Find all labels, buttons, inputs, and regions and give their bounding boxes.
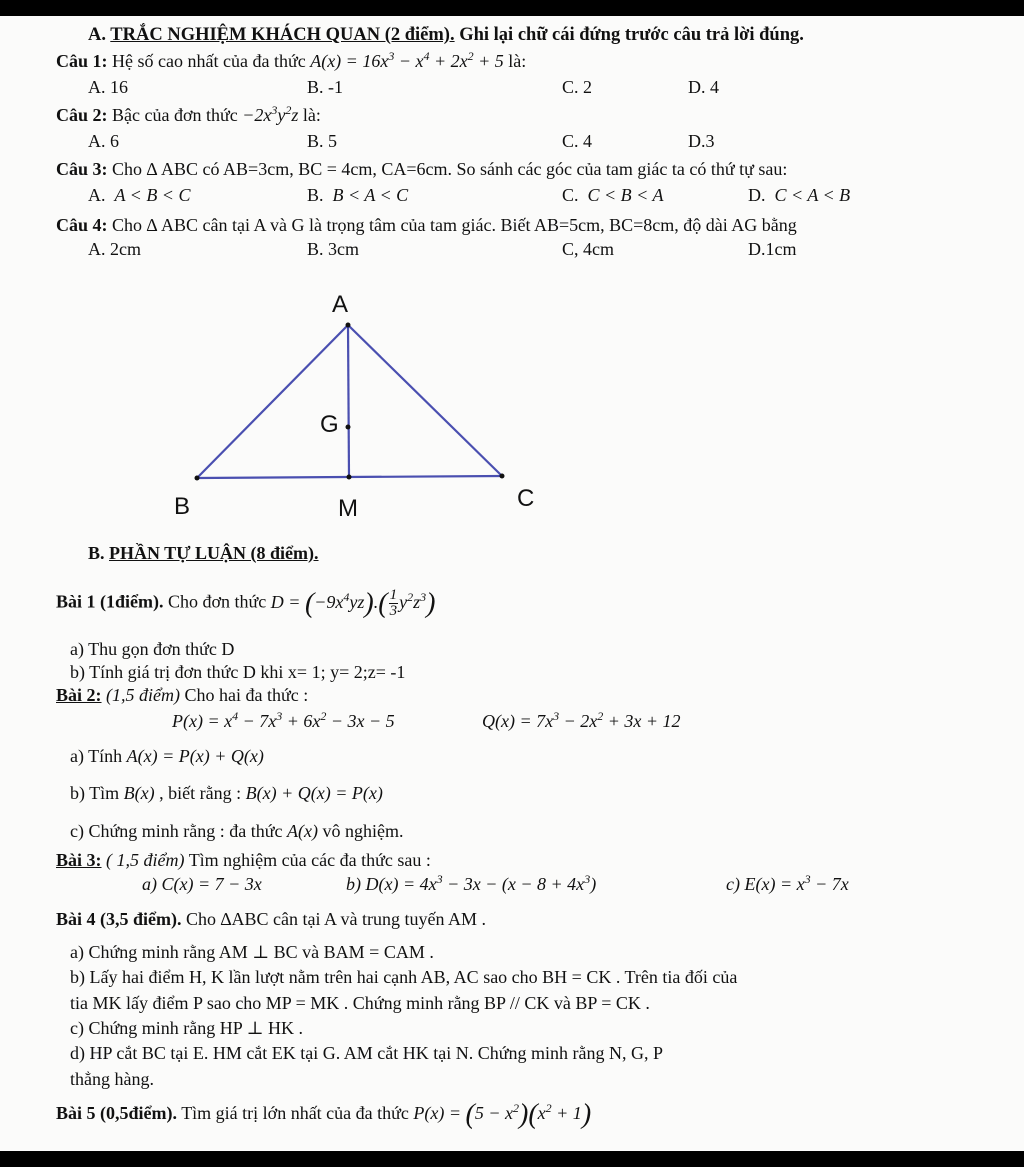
question-4	[56, 214, 797, 236]
question-3-option-d	[748, 184, 850, 206]
section-b-label: B.	[88, 543, 105, 563]
bai-4-label: Bài 4 (3,5 điểm).	[56, 909, 182, 929]
bai-1-label: Bài 1 (1điểm).	[56, 591, 164, 612]
bai-2-label: Bài 2:	[56, 685, 102, 705]
question-3-option-b	[307, 184, 408, 206]
section-b-title: PHẦN TỰ LUẬN (8 điểm).	[109, 543, 319, 563]
question-1-suffix: là:	[503, 51, 527, 71]
bai-5-formula: $P(x) = (5 - x^2)(x^2 + 1)$	[413, 1099, 592, 1130]
bai-3-part-a-label: a)	[142, 874, 157, 894]
question-1-option-b: B. -1	[307, 77, 343, 97]
bai-1-formula: $D = (-9x^4yz)$.( $\frac{1}{3}$ $y^2z^3$)	[270, 587, 436, 619]
side-ab	[197, 325, 348, 478]
bai-2-part-c-label: c) Chứng minh rằng : đa thức	[70, 821, 283, 841]
bai-1-part-a: a) Thu gọn đơn thức D	[70, 639, 235, 659]
question-3-option-a	[88, 184, 190, 206]
exam-page	[0, 16, 1024, 1151]
bai-3-part-a: a) C(x) = 7 − 3x	[142, 874, 262, 894]
bai-4	[56, 908, 486, 930]
question-2-suffix: là:	[298, 105, 321, 125]
question-3-option-a-letter: A.	[88, 185, 106, 205]
question-4-option-c: C, 4cm	[562, 239, 614, 259]
question-3-text: Cho ∆ ABC có AB=3cm, BC = 4cm, CA=6cm. So sánh các góc của tam giác ta có thứ tự sau:	[112, 159, 788, 179]
bai-4-part-b-line-2: tia MK lấy điểm P sao cho MP = MK . Chứng minh rằng BP // CK và BP = CK .	[70, 993, 650, 1013]
question-3-option-b-letter: B.	[307, 185, 324, 205]
bai-3-part-b: b) $D(x) = 4x^3 - 3x - (x - 8 + 4x^3)$	[346, 872, 597, 894]
bai-5	[56, 1099, 592, 1130]
label-m: M	[338, 495, 358, 522]
question-1-formula: $16x^3 - x^4 + 2x^2 + 5$	[362, 49, 504, 71]
bai-2-part-a-formula: A(x) = P(x) + Q(x)	[126, 746, 264, 766]
question-2-option-c: C. 4	[562, 131, 593, 151]
bai-2-part-b-formula: B(x) + Q(x) = P(x)	[245, 783, 383, 803]
question-2-formula: $-2x^3y^2z$	[242, 103, 299, 125]
bai-2-part-c-name: A(x)	[286, 821, 318, 841]
bai-1-part-b: b) Tính giá trị đơn thức D khi x= 1; y= 2;z= -1	[70, 662, 406, 682]
section-a-title: TRẮC NGHIỆM KHÁCH QUAN (2 điểm).	[110, 25, 455, 45]
question-1-label: Câu 1:	[56, 51, 108, 71]
bai-3-part-b-label: b)	[346, 874, 361, 894]
bai-2-points: (1,5 điểm)	[106, 685, 180, 705]
bai-3-part-c-label: c)	[726, 874, 740, 894]
label-b: B	[174, 493, 191, 520]
question-2-option-d: D.3	[688, 131, 715, 151]
triangle-diagram	[160, 272, 560, 522]
section-a-instruction: Ghi lại chữ cái đứng trước câu trả lời đúng.	[459, 25, 804, 45]
question-3-option-c-value: C < B < A	[587, 185, 664, 205]
bai-2	[56, 684, 308, 706]
question-4-label: Câu 4:	[56, 215, 108, 235]
question-4-option-d: D.1cm	[748, 239, 797, 259]
question-3-option-c-letter: C.	[562, 185, 579, 205]
bai-4-part-d-line-1: d) HP cắt BC tại E. HM cắt EK tại G. AM cắt HK tại N. Chứng minh rằng N, G, P	[70, 1043, 664, 1063]
question-2-option-b: B. 5	[307, 131, 338, 151]
bai-1-text: Cho đơn thức	[168, 591, 267, 612]
question-4-option-b: B. 3cm	[307, 239, 359, 259]
bai-2-part-c	[70, 820, 403, 842]
question-1-option-c: C. 2	[562, 77, 593, 97]
bai-1	[56, 588, 435, 619]
bai-3-part-c: c) $E(x) = x^3 - 7x$	[726, 872, 849, 894]
question-3-option-a-value: A < B < C	[114, 185, 191, 205]
question-1	[56, 50, 526, 72]
bai-2-part-b-mid: , biết rằng :	[159, 783, 242, 803]
bai-2-part-b-label: b) Tìm	[70, 783, 120, 803]
bai-4-text: Cho ∆ABC cân tại A và trung tuyến AM .	[186, 909, 486, 929]
question-2-option-a: A. 6	[88, 131, 119, 151]
bai-5-text: Tìm giá trị lớn nhất của đa thức	[181, 1103, 409, 1123]
median-am	[348, 325, 349, 477]
question-3	[56, 158, 787, 180]
question-3-option-b-value: B < A < C	[332, 185, 409, 205]
bai-3-label: Bài 3:	[56, 850, 102, 870]
bai-2-part-a	[70, 745, 264, 767]
section-a-label: A.	[88, 25, 106, 45]
question-2-label: Câu 2:	[56, 105, 108, 125]
label-a: A	[332, 291, 349, 318]
question-2-text: Bậc của đơn thức	[112, 105, 238, 125]
bai-2-part-c-suffix: vô nghiệm.	[322, 821, 404, 841]
point-b	[195, 476, 200, 481]
question-1-option-a: A. 16	[88, 77, 128, 97]
bai-2-polynomial-q: $Q(x) = 7x^3 - 2x^2 + 3x + 12$	[482, 709, 681, 731]
bai-4-part-d-line-2: thẳng hàng.	[70, 1069, 154, 1089]
question-3-option-d-value: C < A < B	[774, 185, 851, 205]
bai-2-text: Cho hai đa thức :	[184, 685, 309, 705]
point-a	[346, 323, 351, 328]
point-m	[347, 475, 352, 480]
bai-2-part-a-label: a) Tính	[70, 746, 123, 766]
bai-3-text: Tìm nghiệm của các đa thức sau :	[188, 850, 431, 870]
label-c: C	[517, 485, 535, 512]
bai-4-part-c: c) Chứng minh rằng HP ⊥ HK .	[70, 1018, 303, 1038]
bai-5-label: Bài 5 (0,5điểm).	[56, 1103, 177, 1123]
question-3-option-d-letter: D.	[748, 185, 766, 205]
question-4-option-a: A. 2cm	[88, 239, 141, 259]
bai-4-part-a: a) Chứng minh rằng AM ⊥ BC và BAM = CAM .	[70, 942, 434, 962]
bai-3-points: ( 1,5 điểm)	[106, 850, 185, 870]
question-2	[56, 104, 321, 126]
point-c	[500, 474, 505, 479]
side-ac	[348, 325, 502, 476]
bai-3	[56, 849, 431, 871]
question-1-text: Hệ số cao nhất của đa thức	[112, 51, 306, 71]
section-b-heading	[88, 542, 319, 564]
question-1-option-d: D. 4	[688, 77, 719, 97]
bai-2-part-b	[70, 782, 383, 804]
question-3-label: Câu 3:	[56, 159, 108, 179]
question-1-formula-name: A(x) =	[310, 51, 363, 71]
question-4-text: Cho ∆ ABC cân tại A và G là trọng tâm của tam giác. Biết AB=5cm, BC=8cm, độ dài AG bằng	[112, 215, 797, 235]
bai-4-part-b-line-1: b) Lấy hai điểm H, K lần lượt nằm trên hai cạnh AB, AC sao cho BH = CK . Trên tia đối của	[70, 967, 738, 987]
question-3-option-c	[562, 184, 663, 206]
bai-2-part-b-name: B(x)	[123, 783, 155, 803]
bai-2-polynomial-p: $P(x) = x^4 - 7x^3 + 6x^2 - 3x - 5$	[172, 709, 395, 731]
point-g	[346, 425, 351, 430]
label-g: G	[320, 411, 339, 438]
section-a-heading	[88, 24, 804, 46]
